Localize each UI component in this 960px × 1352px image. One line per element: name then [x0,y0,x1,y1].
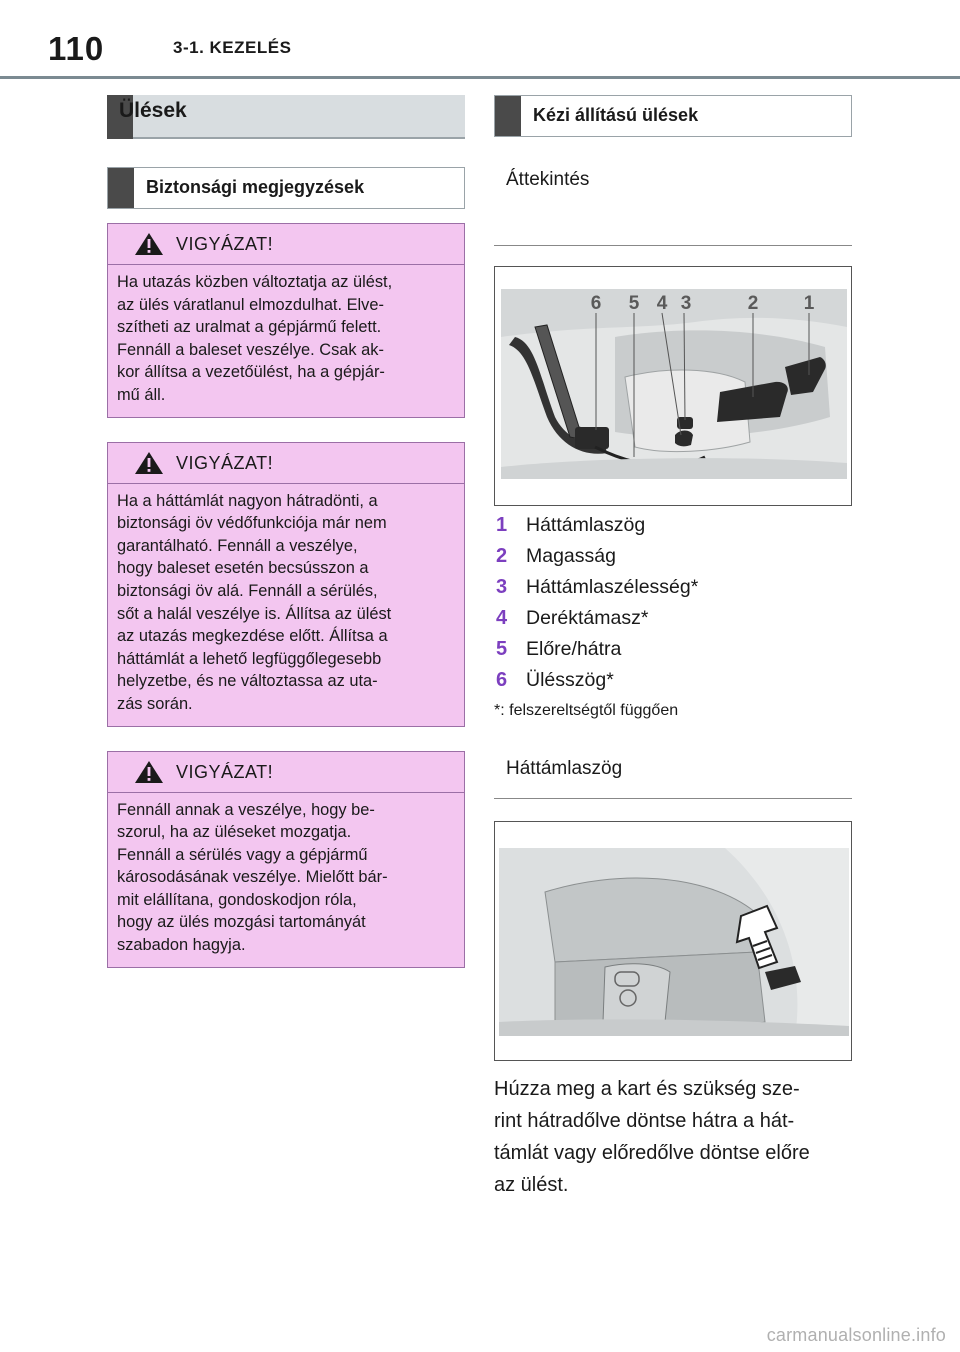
overview-heading-text: Áttekintés [506,169,590,190]
text-line: kor állítsa a vezetőülést, ha a gépjár- [117,363,385,382]
overview-heading [494,161,852,246]
text-line: az ülés váratlanul elmozdulhat. Elve- [117,295,384,314]
warning-title: VIGYÁZAT! [176,452,274,473]
legend-label: Háttámlaszög [526,514,646,536]
subsection-title-safety [107,167,465,209]
title-bar-decoration [108,168,134,208]
warning-box-2 [107,442,465,727]
footnote: *: felszereltségtől függően [494,702,679,719]
text-line: Fennáll annak a veszélye, hogy be- [117,800,375,819]
warning-text [108,484,464,726]
legend-number: 6 [496,669,508,691]
warning-box-3 [107,751,465,968]
legend-item [494,669,852,700]
text-line: helyzetbe, és ne változtassa az uta- [117,672,378,691]
text-line: mű áll. [117,385,166,404]
warning-text [108,265,464,417]
callout-label: 6 [590,293,602,314]
text-line: Fennáll a sérülés vagy a gépjármű [117,845,368,864]
backrest-lever-illustration [495,822,852,1060]
subsection-title-text: Kézi állítású ülések [533,105,699,125]
callout-label: 5 [628,293,640,314]
seat-controls-illustration [495,267,852,505]
text-line: Ha utazás közben változtatja az ülést, [117,273,393,291]
text-line: az ülést. [494,1174,569,1196]
text-line: károsodásának veszélye. Mielőtt bár- [117,868,388,887]
callout-label: 4 [656,293,668,314]
legend-item [494,545,852,576]
legend-item [494,607,852,638]
legend-item [494,638,852,669]
text-line: támlát vagy előredőlve döntse előre [494,1142,810,1164]
legend-number: 2 [496,545,508,567]
title-bar-decoration [495,96,521,136]
left-column [107,95,465,968]
chapter-title: 3-1. KEZELÉS [173,38,292,57]
warning-triangle-icon [134,232,164,256]
callout-label: 3 [680,293,692,314]
text-line: zás során. [117,694,193,713]
callout-label: 1 [803,293,815,314]
text-line: Húzza meg a kart és szükség sze- [494,1078,800,1100]
callout-label: 2 [747,293,759,314]
text-line: biztonsági öv védőfunkciója már nem [117,514,387,533]
text-line: hogy az ülés mozgási tartományát [117,913,366,932]
header-rule [0,76,960,79]
warning-text [108,793,464,967]
backrest-heading-text: Háttámlaszög [506,758,623,779]
warning-title: VIGYÁZAT! [176,234,274,254]
legend-number: 4 [496,607,508,629]
warning-box-1 [107,223,465,418]
text-line: háttámlát a lehető legfüggőlegesebb [117,649,382,668]
text-line: szítheti az uralmat a gépjármű felett. [117,318,382,337]
text-line: szabadon hagyja. [117,936,246,955]
legend-item [494,576,852,607]
legend-list [494,514,852,720]
legend-item [494,514,852,545]
backrest-lever-figure [494,821,852,1061]
legend-label: Ülésszög* [526,669,614,691]
section-title-text: Ülések [119,99,187,122]
text-line: biztonsági öv alá. Fennáll a sérülés, [117,581,378,600]
legend-label: Deréktámasz* [526,607,649,629]
warning-header [108,224,464,265]
text-line: Ha a háttámlát nagyon hátradönti, a [117,491,378,510]
warning-title: VIGYÁZAT! [176,761,274,782]
text-line: az utazás megkezdése előtt. Állítsa a [117,627,388,646]
watermark-text: carmanualsonline.info [766,1325,946,1345]
seat-controls-figure [494,266,852,506]
text-line: sőt a halál veszélye is. Állítsa az ülést [117,604,392,623]
text-line: rint hátradőlve döntse hátra a hát- [494,1110,795,1132]
legend-label: Magasság [526,545,616,567]
page-header [0,0,960,78]
page-number: 110 [48,30,105,67]
text-line: garantálható. Fennáll a veszélye, [117,536,358,555]
legend-number: 3 [496,576,508,598]
warning-header [108,443,464,484]
text-line: mit elállítana, gondoskodjon róla, [117,890,357,909]
warning-header [108,752,464,793]
text-line: Fennáll a baleset veszélye. Csak ak- [117,340,384,359]
legend-number: 1 [496,514,508,536]
legend-number: 5 [496,638,508,660]
right-column [494,95,852,1201]
warning-triangle-icon [134,451,164,475]
text-line: hogy baleset esetén becsússzon a [117,559,369,578]
instruction-paragraph [494,1073,852,1201]
backrest-heading [494,750,852,799]
legend-label: Előre/hátra [526,638,622,660]
warning-triangle-icon [134,760,164,784]
subsection-title-text: Biztonsági megjegyzések [146,177,365,197]
section-title-ulesek [107,95,465,139]
subsection-title-manual-seats [494,95,852,137]
text-line: szorul, ha az üléseket mozgatja. [117,823,352,842]
legend-label: Háttámlaszélesség* [526,576,699,598]
